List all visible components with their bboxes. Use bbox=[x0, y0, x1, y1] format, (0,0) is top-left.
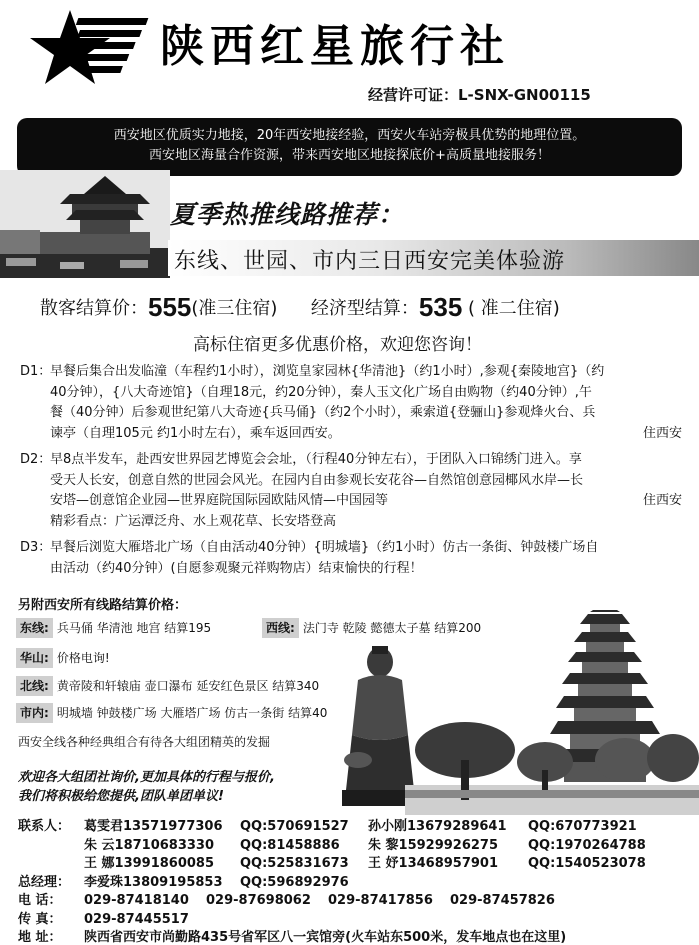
contact-phone: 葛雯君13571977306 bbox=[84, 819, 223, 834]
route-tag: 东线: bbox=[16, 618, 53, 638]
fax-label: 传 真： bbox=[18, 911, 62, 927]
contact-phone: 孙小刚13679289641 bbox=[368, 819, 507, 834]
invite-message bbox=[18, 768, 275, 806]
itinerary-day3 bbox=[20, 538, 682, 579]
contact-phone: 朱 云18710683330 bbox=[84, 837, 215, 853]
route-tag: 华山: bbox=[16, 648, 53, 668]
route-east bbox=[16, 618, 211, 638]
route-tag: 西线: bbox=[262, 618, 299, 638]
combo-note: 西安全线各种经典组合有待各大组团精英的发掘 bbox=[18, 735, 271, 749]
contact-qq: QQ:1540523078 bbox=[528, 856, 646, 871]
day-label: D2： bbox=[20, 452, 52, 467]
itinerary-line: 安塔—创意馆企业园—世界庭院国际园欧陆风情—中国园等 bbox=[50, 493, 389, 508]
contact-qq: QQ:1970264788 bbox=[528, 837, 646, 853]
address-text: 陕西省西安市尚勤路435号省军区八一宾馆旁(火车站东500米，发车地点也在这里) bbox=[84, 930, 567, 945]
route-detail: 法门寺 乾陵 懿德太子墓 结算200 bbox=[302, 621, 482, 635]
itinerary-line: 早餐后浏览大雁塔北广场（自由活动40分钟）{明城墙}（约1小时）仿古一条街、钟鼓楼广场自 bbox=[50, 540, 599, 555]
contacts-label: 联系人： bbox=[18, 819, 71, 834]
gm-label: 总经理： bbox=[18, 874, 71, 890]
itinerary-line: 受天人长安，创意自然的世园会风光。在园内自由参观长安花谷—自然馆创意园椰风水岸—长 bbox=[50, 472, 584, 488]
day-label: D1： bbox=[20, 364, 52, 379]
price2-note: ( 准二住宿) bbox=[468, 298, 560, 319]
price1-note: (准三住宿) bbox=[191, 298, 278, 319]
price1-label: 散客结算价： bbox=[40, 298, 148, 319]
tel-number: 029-87457826 bbox=[450, 893, 555, 908]
contact-qq: QQ:81458886 bbox=[240, 837, 340, 853]
route-city bbox=[16, 703, 327, 723]
itinerary-line: 餐（40分钟）后参观世纪第八大奇迹{兵马俑}（约2个小时），乘索道{登骊山}参观烽火台、兵 bbox=[50, 405, 596, 420]
route-detail: 明城墙 钟鼓楼广场 大雁塔广场 仿古一条街 结算40 bbox=[56, 706, 328, 720]
gm-qq: QQ:596892976 bbox=[240, 874, 349, 890]
red-star-logo bbox=[30, 8, 160, 88]
price-line bbox=[40, 292, 560, 323]
gm-phone: 李爱珠13809195853 bbox=[84, 874, 223, 890]
contact-qq: QQ:525831673 bbox=[240, 856, 349, 871]
route-tag: 市内: bbox=[16, 703, 53, 723]
itinerary-day1 bbox=[20, 362, 682, 444]
itinerary-line: 谏亭（自理105元 约1小时左右），乘车返回西安。 bbox=[50, 425, 341, 441]
company-title: 陕西红星旅行社 bbox=[160, 21, 510, 72]
tel-label: 电 话： bbox=[18, 893, 62, 908]
price2-label: 经济型结算： bbox=[310, 298, 419, 319]
day-label: D3： bbox=[20, 540, 52, 555]
route-north bbox=[16, 676, 319, 696]
price1-value: 555 bbox=[148, 292, 192, 322]
banner-line: 西安地区海量合作资源，带来西安地区地接探底价+高质量地接服务！ bbox=[149, 148, 550, 163]
route-detail: 兵马俑 华清池 地宫 结算195 bbox=[56, 621, 212, 635]
contact-qq: QQ:570691527 bbox=[240, 819, 349, 834]
contacts-block bbox=[18, 818, 688, 945]
itinerary-line: 早8点半发车，赴西安世界园艺博览会会址，（行程40分钟左右），于团队入口锦绣门进入。享 bbox=[50, 452, 582, 467]
itinerary-line: 早餐后集合出发临潼（车程约1小时），浏览皇家园林{华清池}（约1小时）,参观{秦陵地宫}（约 bbox=[50, 364, 605, 379]
route-huashan bbox=[16, 648, 110, 668]
route-west bbox=[262, 618, 481, 638]
price-note: 高标住宿更多优惠价格，欢迎您咨询！ bbox=[193, 335, 482, 355]
address-label: 地 址： bbox=[18, 930, 62, 945]
tel-number: 029-87417856 bbox=[328, 893, 433, 908]
tel-number: 029-87418140 bbox=[84, 893, 189, 908]
intro-banner bbox=[17, 118, 682, 176]
stay-note: 住西安 bbox=[642, 425, 682, 441]
license-number: 经营许可证：L-SNX-GN00115 bbox=[368, 86, 591, 104]
tel-number: 029-87698062 bbox=[206, 893, 311, 908]
promo-heading: 夏季热推线路推荐： bbox=[170, 200, 405, 229]
contact-phone: 王 妤13468957901 bbox=[368, 856, 499, 871]
contact-phone: 王 娜13991860085 bbox=[84, 856, 215, 871]
contact-qq: QQ:670773921 bbox=[528, 819, 637, 834]
park-scenery-image bbox=[405, 700, 699, 815]
route-tag: 北线: bbox=[16, 676, 53, 696]
route-detail: 价格电询! bbox=[56, 651, 110, 665]
price2-value: 535 bbox=[418, 292, 463, 322]
invite-line: 欢迎各大组团社询价,更加具体的行程与报价, bbox=[18, 770, 275, 785]
itinerary-day2 bbox=[20, 450, 682, 532]
invite-line: 我们将积极给您提供,团队单团单议! bbox=[18, 789, 224, 804]
itinerary-line: 40分钟），{八大奇迹馆}（自理18元，约20分钟），秦人玉文化广场自由购物（约40分钟）,午 bbox=[50, 384, 592, 400]
promo-subheading: 东线、世园、市内三日西安完美体验游 bbox=[174, 249, 566, 274]
contact-phone: 朱 黎15929926275 bbox=[368, 837, 499, 853]
routes-title: 另附西安所有线路结算价格： bbox=[18, 598, 188, 613]
itinerary-line: 精彩看点：广运潭泛舟、水上观花草、长安塔登高 bbox=[50, 513, 337, 529]
stay-note: 住西安 bbox=[642, 493, 682, 508]
bell-tower-photo bbox=[0, 170, 170, 278]
fax-number: 029-87445517 bbox=[84, 911, 189, 927]
itinerary-line: 由活动（约40分钟）(自愿参观聚元祥购物店）结束愉快的行程！ bbox=[50, 560, 423, 576]
route-detail: 黄帝陵和轩辕庙 壶口瀑布 延安红色景区 结算340 bbox=[56, 679, 320, 693]
banner-line: 西安地区优质实力地接，20年西安地接经验，西安火车站旁极具优势的地理位置。 bbox=[113, 128, 586, 143]
